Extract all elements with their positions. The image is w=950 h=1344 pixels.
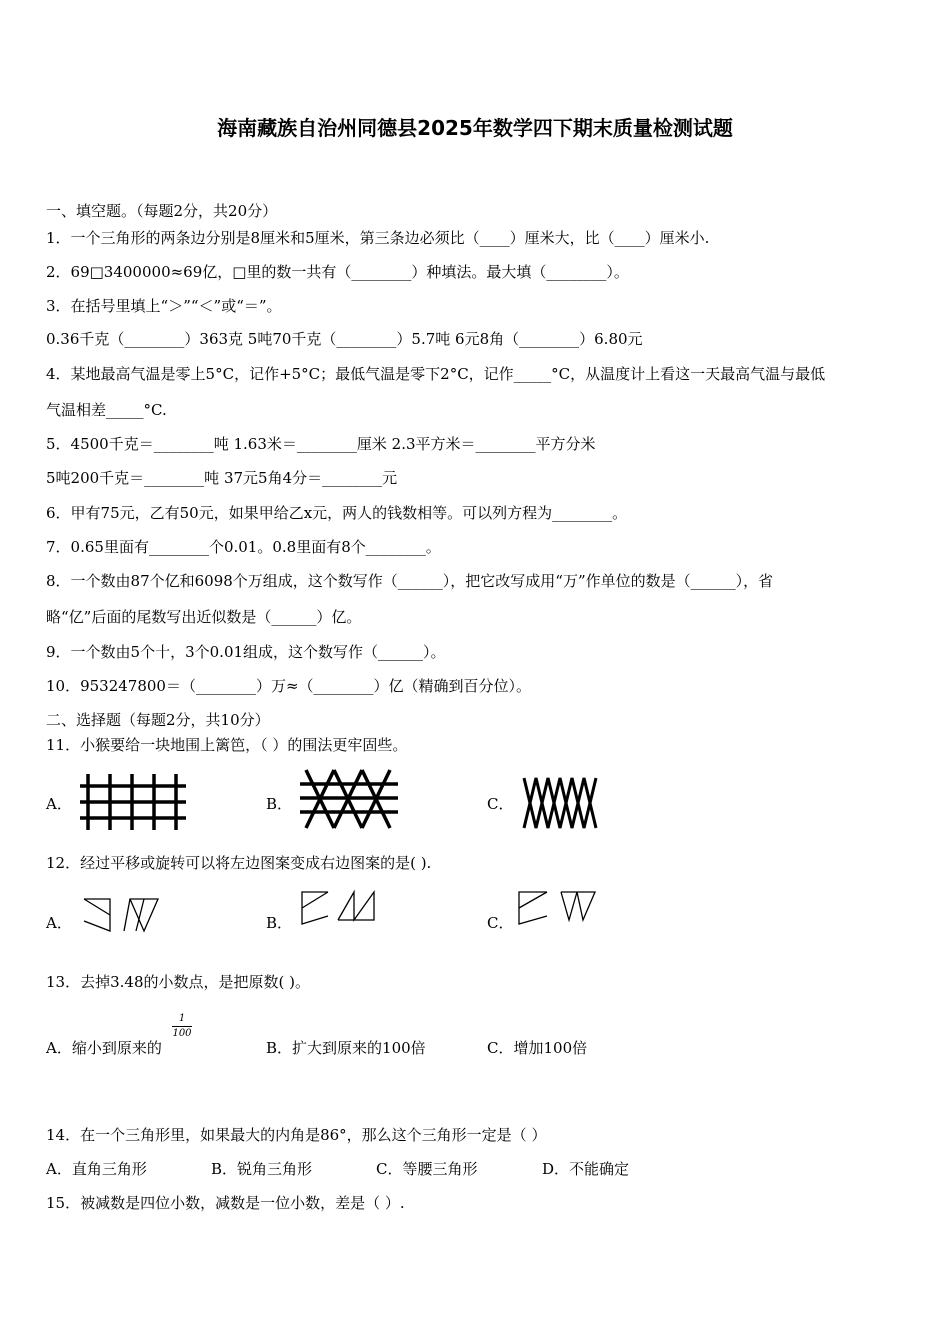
question-10: 10．953247800＝（________）万≈（________）亿（精确到百分位）。: [46, 677, 532, 695]
q12-option-c-figure: [515, 888, 601, 928]
question-3: 3．在括号里填上“＞”“＜”或“＝”。: [46, 297, 282, 315]
q12-option-a-figure: [80, 895, 162, 935]
question-4-line-1: 4．某地最高气温是零上5°C，记作+5°C；最低气温是零下2°C，记作_____°C，从温度计上看这一天最高气温与最低: [46, 365, 826, 383]
q14-option-d: D．不能确定: [542, 1160, 630, 1178]
section-1-heading: 一、填空题。（每题2分，共20分）: [46, 202, 278, 220]
question-13: 13．去掉3.48的小数点，是把原数( )。: [46, 973, 310, 991]
question-7: 7．0.65里面有________个0.01。0.8里面有8个________。: [46, 538, 441, 556]
question-8-line-1: 8．一个数由87个亿和6098个万组成，这个数写作（______），把它改写成用“万”作单位的数是（______），省: [46, 572, 774, 590]
question-3-items: 0.36千克（________）363克 5吨70千克（________）5.7吨 6元8角（________）6.80元: [46, 330, 643, 348]
question-6: 6．甲有75元，乙有50元，如果甲给乙x元，两人的钱数相等。可以列方程为________。: [46, 504, 628, 522]
q13-option-b: B．扩大到原来的100倍: [266, 1039, 426, 1057]
q11-option-c-label: C．: [487, 795, 514, 813]
page-title: 海南藏族自治州同德县2025年数学四下期末质量检测试题: [217, 116, 733, 140]
q12-option-c-label: C．: [487, 914, 514, 932]
question-5-line-1: 5．4500千克＝________吨 1.63米＝________厘米 2.3平方米＝________平方分米: [46, 435, 596, 453]
question-14: 14．在一个三角形里，如果最大的内角是86°，那么这个三角形一定是（ ）: [46, 1126, 547, 1144]
q14-option-c: C．等腰三角形: [376, 1160, 478, 1178]
q11-fence-zigzag-figure: [520, 778, 602, 830]
question-2: 2．69□3400000≈69亿，□里的数一共有（________）种填法。最大填（________）。: [46, 263, 629, 281]
q12-option-a-label: A．: [46, 914, 72, 932]
q14-option-a: A．直角三角形: [46, 1160, 147, 1178]
fraction-bar: [172, 1026, 192, 1027]
question-1: 1．一个三角形的两条边分别是8厘米和5厘米，第三条边必须比（____）厘米大，比（____）厘米小.: [46, 229, 710, 247]
question-8-line-2: 略“亿”后面的尾数写出近似数是（______）亿。: [46, 608, 362, 626]
fraction-numerator: 1: [178, 1013, 186, 1024]
question-4-line-2: 气温相差_____°C.: [46, 401, 167, 419]
fraction-denominator: 100: [172, 1028, 192, 1039]
q12-option-b-figure: [298, 888, 378, 928]
question-11: 11．小猴要给一块地围上篱笆，（ ）的围法更牢固些。: [46, 736, 408, 754]
q11-option-a-label: A．: [46, 795, 72, 813]
q11-option-b-label: B．: [266, 795, 293, 813]
q14-option-b: B．锐角三角形: [211, 1160, 313, 1178]
q11-fence-cross-figure: [300, 770, 398, 828]
q13-option-a: A．缩小到原来的: [46, 1039, 162, 1057]
q13-option-c: C．增加100倍: [487, 1039, 588, 1057]
question-12: 12．经过平移或旋转可以将左边图案变成右边图案的是( ).: [46, 854, 432, 872]
question-15: 15．被减数是四位小数，减数是一位小数，差是（ ）.: [46, 1194, 405, 1212]
q11-fence-grid-figure: [80, 774, 186, 830]
question-5-line-2: 5吨200千克＝________吨 37元5角4分＝________元: [46, 469, 398, 487]
section-2-heading: 二、选择题（每题2分，共10分）: [46, 711, 270, 729]
question-9: 9．一个数由5个十，3个0.01组成，这个数写作（______）。: [46, 643, 446, 661]
q12-option-b-label: B．: [266, 914, 293, 932]
one-hundredth-fraction: [171, 1013, 193, 1040]
